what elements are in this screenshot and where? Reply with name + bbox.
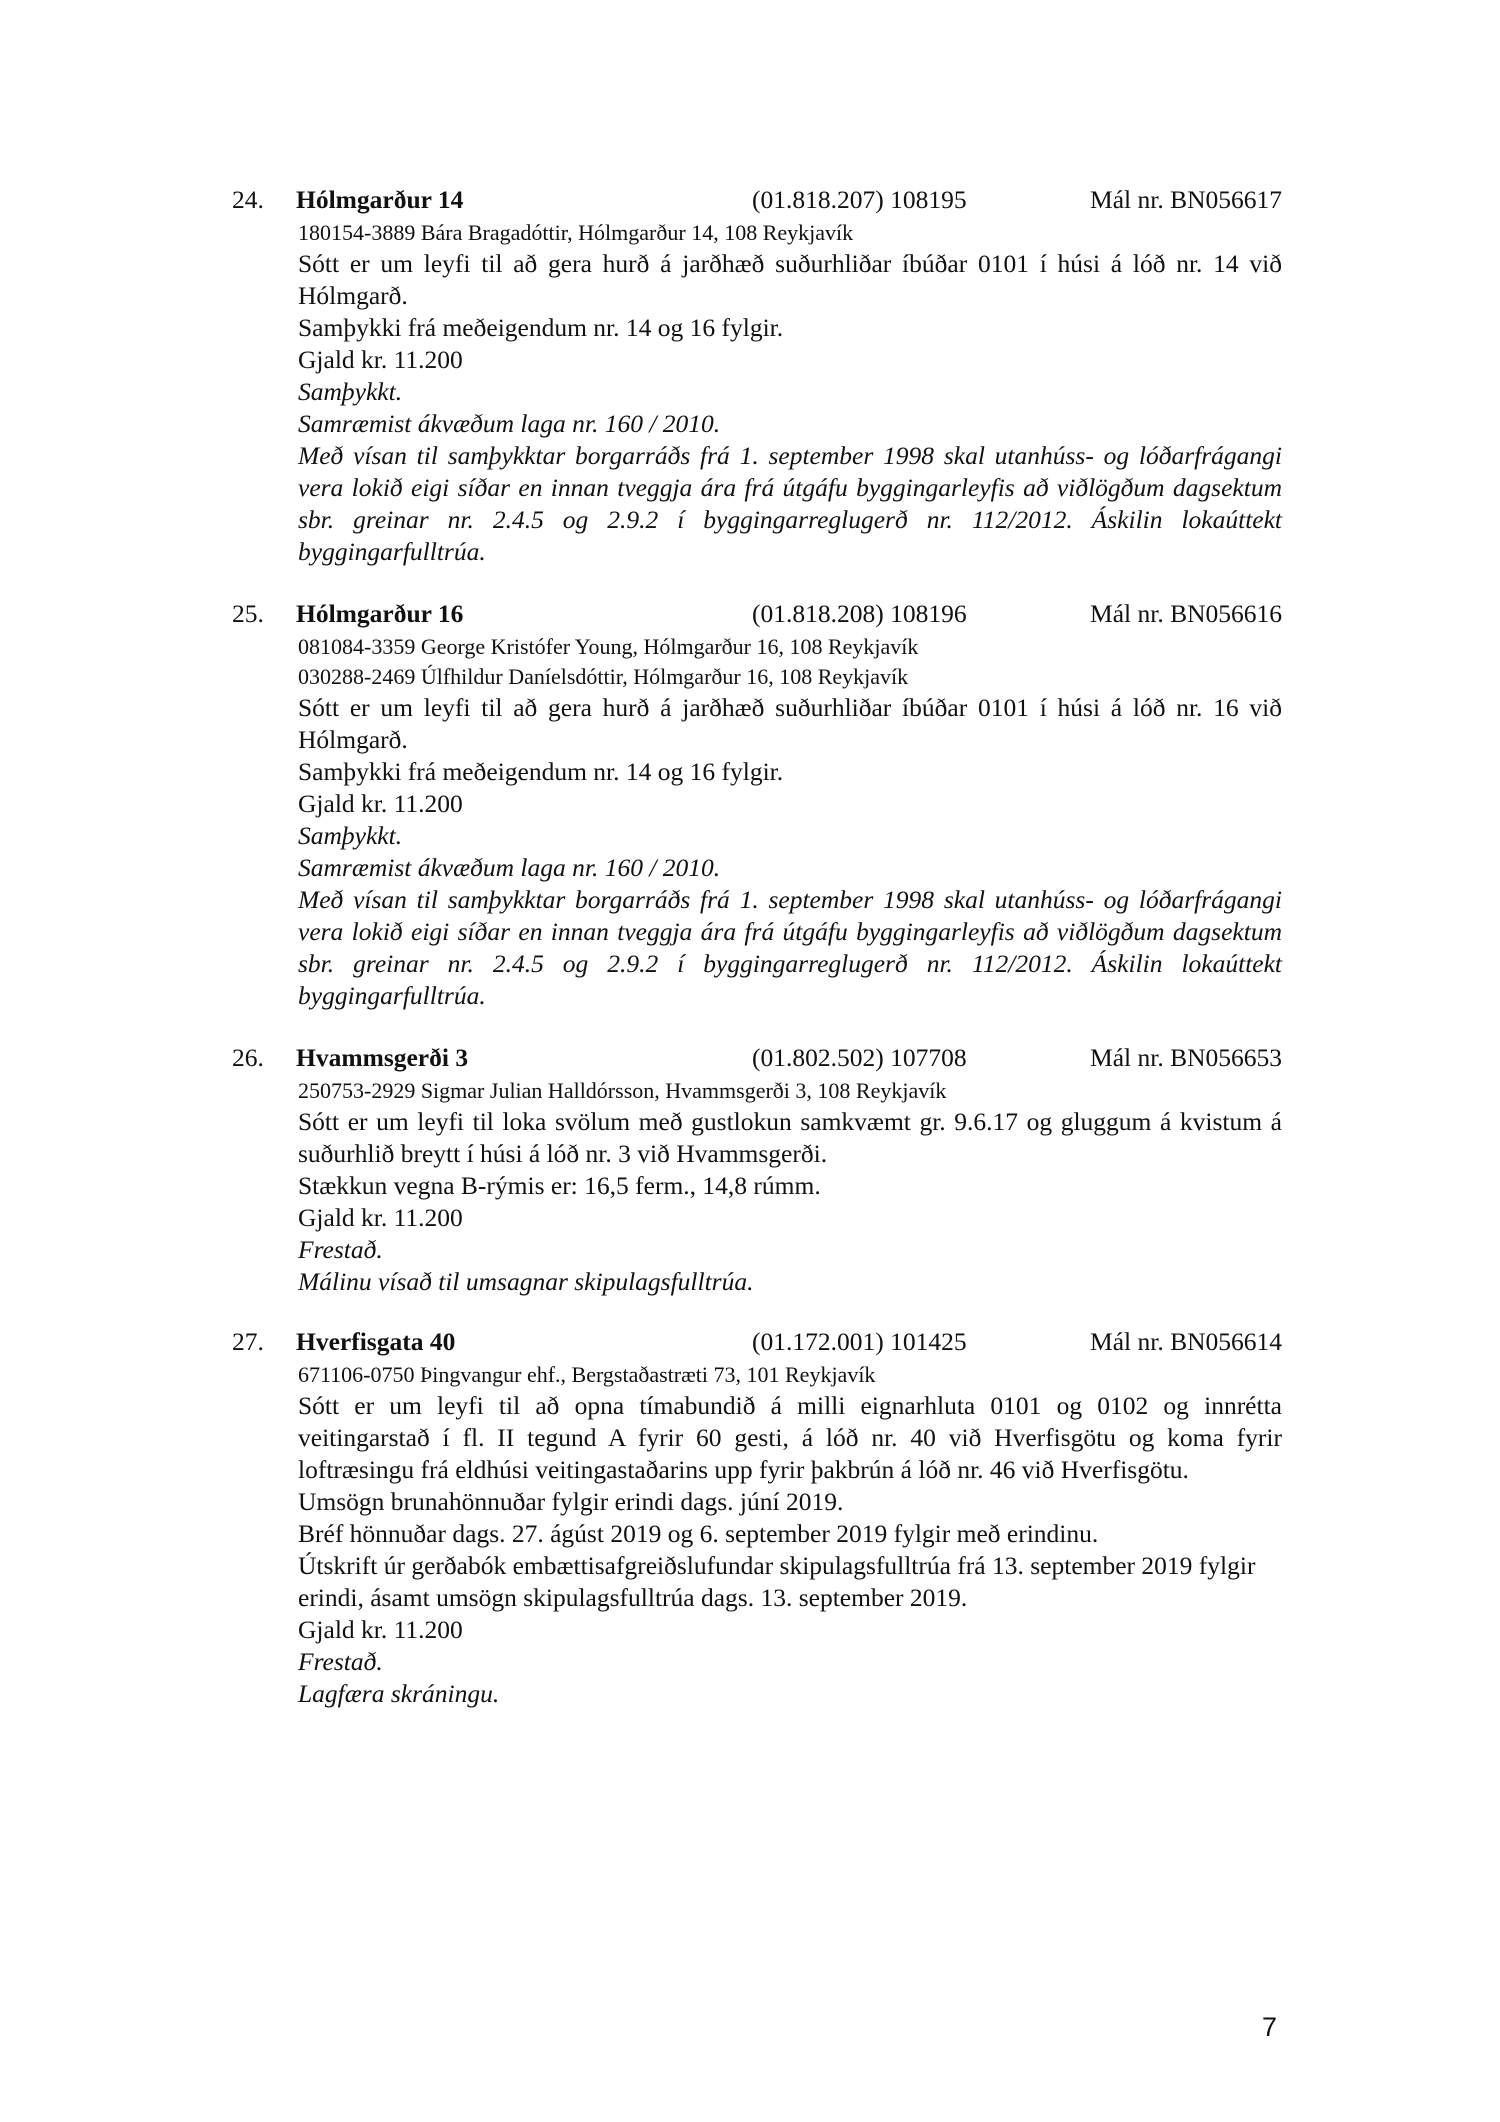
item-body — [298, 1360, 1282, 1710]
case-number: Mál nr. BN056614 — [1090, 1327, 1282, 1356]
item-body — [298, 1076, 1282, 1298]
item-number: 25. — [232, 599, 264, 628]
item-note: Útskrift úr gerðabók embættisafgreiðslufundar skipulagsfulltrúa frá 13. september 2019 fylgir erindi, ásamt umsögn skipulagsfulltrúa dags. 13. september 2019. — [298, 1551, 1256, 1612]
item-number: 26. — [232, 1043, 264, 1072]
applicant: 180154-3889 Bára Bragadóttir, Hólmgarður 14, 108 Reykjavík — [298, 220, 854, 245]
agenda-item-25 — [232, 596, 1282, 1012]
item-fee: Gjald kr. 11.200 — [298, 789, 463, 818]
item-number: 27. — [232, 1327, 264, 1356]
item-note: Samþykki frá meðeigendum nr. 14 og 16 fylgir. — [298, 313, 784, 342]
item-note: Bréf hönnuðar dags. 27. ágúst 2019 og 6. september 2019 fylgir með erindinu. — [298, 1519, 1099, 1548]
agenda-item-26 — [232, 1040, 1282, 1298]
page-number: 7 — [1262, 2012, 1278, 2042]
agenda-item-24 — [232, 182, 1282, 568]
item-decision: Samþykkt. — [298, 821, 403, 850]
item-fee: Gjald kr. 11.200 — [298, 345, 463, 374]
item-decision: Samþykkt. — [298, 377, 403, 406]
applicant: 081084-3359 George Kristófer Young, Hólmgarður 16, 108 Reykjavík — [298, 634, 919, 659]
item-note: Samþykki frá meðeigendum nr. 14 og 16 fylgir. — [298, 757, 784, 786]
decision-note: Með vísan til samþykktar borgarráðs frá 1. september 1998 skal utanhúss- og lóðarfrágangi vera lokið eigi síðar en innan tveggja ára frá útgáfu byggingarleyfis að viðlögðum dagsektum sbr. greinar nr. 2.4.5 og 2.9.2 í byggingarreglugerð nr. 112/2012. Áskilin lokaúttekt byggingarfulltrúa. — [298, 441, 1282, 566]
decision-note: Með vísan til samþykktar borgarráðs frá 1. september 1998 skal utanhúss- og lóðarfrágangi vera lokið eigi síðar en innan tveggja ára frá útgáfu byggingarleyfis að viðlögðum dagsektum sbr. greinar nr. 2.4.5 og 2.9.2 í byggingarreglugerð nr. 112/2012. Áskilin lokaúttekt byggingarfulltrúa. — [298, 885, 1282, 1010]
item-note: Stækkun vegna B-rýmis er: 16,5 ferm., 14,8 rúmm. — [298, 1171, 821, 1200]
item-number: 24. — [232, 185, 264, 214]
item-body — [298, 218, 1282, 568]
applicant: 671106-0750 Þingvangur ehf., Bergstaðastræti 73, 101 Reykjavík — [298, 1362, 876, 1387]
case-number: Mál nr. BN056616 — [1090, 599, 1282, 628]
decision-note: Málinu vísað til umsagnar skipulagsfulltrúa. — [298, 1267, 754, 1296]
decision-note: Lagfæra skráningu. — [298, 1679, 500, 1708]
item-header — [232, 182, 1282, 218]
item-decision: Frestað. — [298, 1647, 383, 1676]
case-number: Mál nr. BN056653 — [1090, 1043, 1282, 1072]
item-header — [232, 1040, 1282, 1076]
item-address: Hólmgarður 14 — [296, 185, 464, 214]
item-header — [232, 596, 1282, 632]
item-address: Hverfisgata 40 — [296, 1327, 456, 1356]
item-fee: Gjald kr. 11.200 — [298, 1203, 463, 1232]
item-decision: Frestað. — [298, 1235, 383, 1264]
item-note: Umsögn brunahönnuðar fylgir erindi dags. júní 2019. — [298, 1487, 844, 1516]
item-description: Sótt er um leyfi til að gera hurð á jarðhæð suðurhliðar íbúðar 0101 í húsi á lóð nr. 16 við Hólmgarð. — [298, 693, 1282, 754]
applicant: 250753-2929 Sigmar Julian Halldórsson, Hvammsgerði 3, 108 Reykjavík — [298, 1078, 947, 1103]
item-address: Hólmgarður 16 — [296, 599, 464, 628]
item-header — [232, 1324, 1282, 1360]
decision-note: Samræmist ákvæðum laga nr. 160 / 2010. — [298, 853, 721, 882]
item-description: Sótt er um leyfi til að opna tímabundið á milli eignarhluta 0101 og 0102 og innrétta veitingarstað í fl. II tegund A fyrir 60 gesti, á lóð nr. 40 við Hverfisgötu og koma fyrir loftræsingu frá eldhúsi veitingastaðarins upp fyrir þakbrún á lóð nr. 46 við Hverfisgötu. — [298, 1391, 1282, 1484]
land-number: (01.172.001) 101425 — [752, 1327, 967, 1356]
land-number: (01.802.502) 107708 — [752, 1043, 967, 1072]
land-number: (01.818.207) 108195 — [752, 185, 967, 214]
case-number: Mál nr. BN056617 — [1090, 185, 1282, 214]
item-description: Sótt er um leyfi til loka svölum með gustlokun samkvæmt gr. 9.6.17 og gluggum á kvistum á suðurhlið breytt í húsi á lóð nr. 3 við Hvammsgerði. — [298, 1107, 1282, 1168]
applicant: 030288-2469 Úlfhildur Daníelsdóttir, Hólmgarður 16, 108 Reykjavík — [298, 664, 909, 689]
decision-note: Samræmist ákvæðum laga nr. 160 / 2010. — [298, 409, 721, 438]
item-description: Sótt er um leyfi til að gera hurð á jarðhæð suðurhliðar íbúðar 0101 í húsi á lóð nr. 14 við Hólmgarð. — [298, 249, 1282, 310]
item-fee: Gjald kr. 11.200 — [298, 1615, 463, 1644]
item-body — [298, 632, 1282, 1012]
item-address: Hvammsgerði 3 — [296, 1043, 469, 1072]
agenda-item-27 — [232, 1324, 1282, 1710]
land-number: (01.818.208) 108196 — [752, 599, 967, 628]
